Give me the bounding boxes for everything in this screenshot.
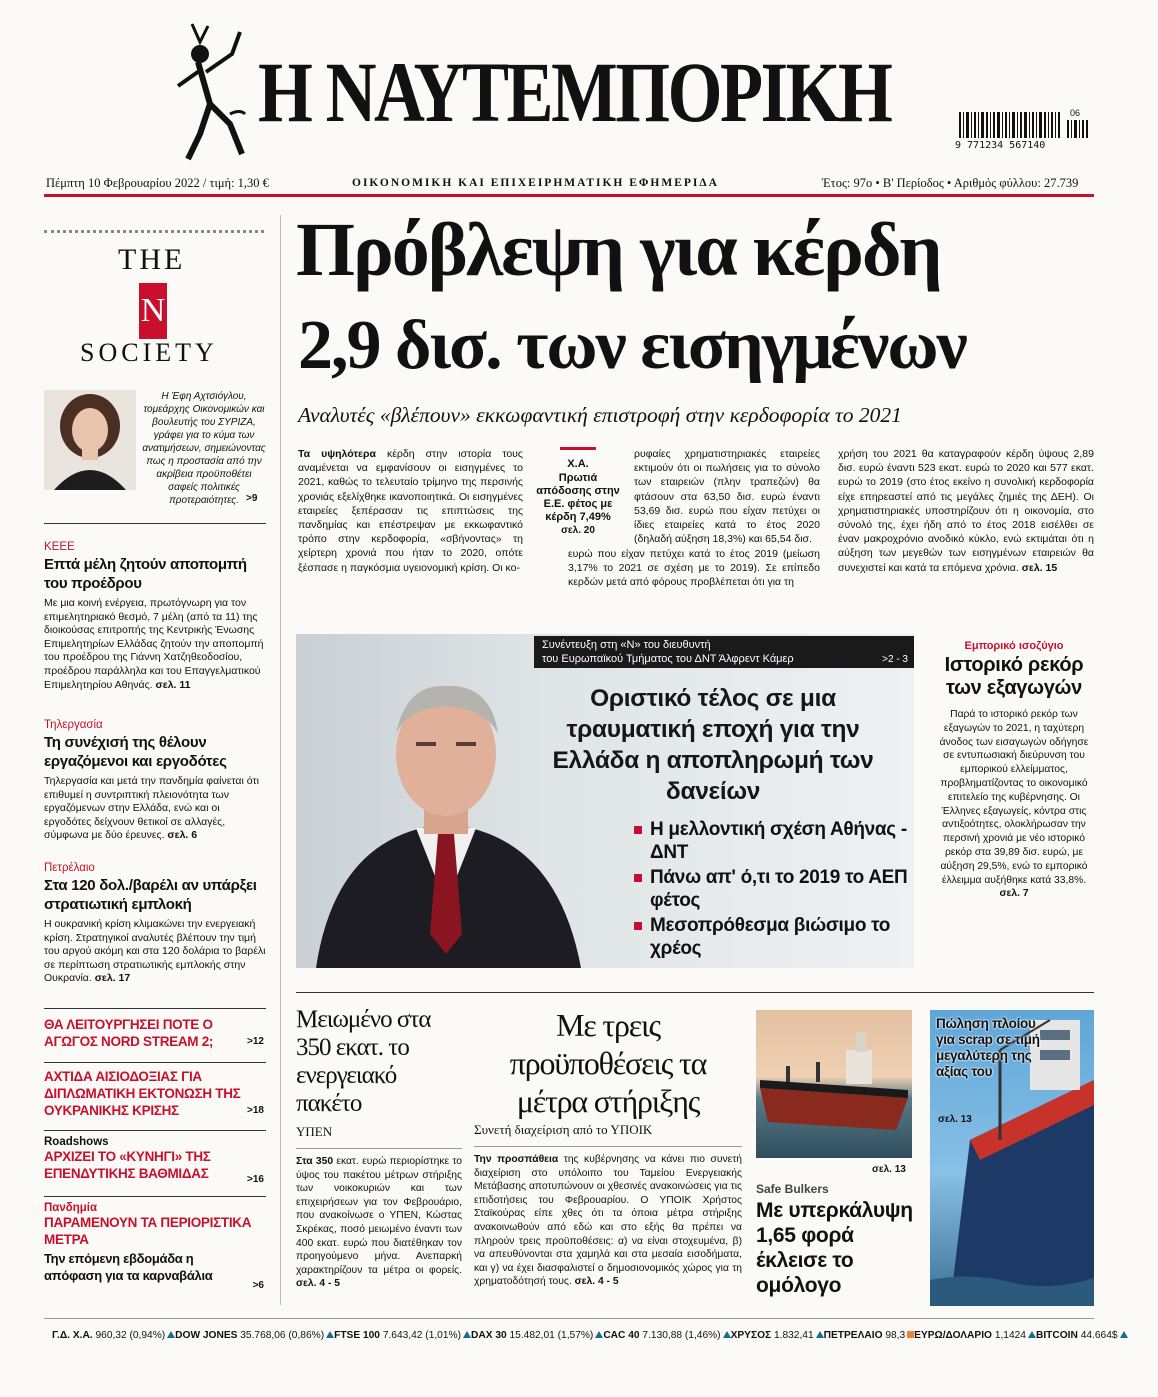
date-price: Πέμπτη 10 Φεβρουαρίου 2022 / τιμή: 1,30 € bbox=[46, 176, 269, 190]
sidebar-divider-3 bbox=[44, 1062, 266, 1063]
issue-info: Έτος: 97ο • Β' Περίοδος • Αριθμός φύλλου: 27.739 bbox=[822, 176, 1079, 190]
interview-bullets bbox=[632, 818, 912, 960]
inset-title: Χ.Α. bbox=[567, 458, 589, 470]
ticker-item: DOW JONES 35.768,06 (0,86%) bbox=[175, 1330, 334, 1341]
sidebar-divider-1 bbox=[44, 523, 266, 524]
sidebar-story-oil[interactable] bbox=[44, 862, 266, 986]
support-story[interactable] bbox=[474, 1006, 742, 1289]
ticker-item: Γ.Δ. Χ.Α. 960,32 (0,94%) bbox=[52, 1330, 175, 1341]
teaser-ukraine[interactable] bbox=[44, 1068, 266, 1119]
sidebar-divider-4 bbox=[44, 1130, 266, 1131]
lead-headline-line-2: 2,9 δισ. των εισηγμένων bbox=[298, 307, 966, 384]
teaser-page: >12 bbox=[247, 1036, 264, 1047]
masthead-rule bbox=[44, 194, 1094, 197]
ticker-item: ΧΡΥΣΟΣ 1.832,41 bbox=[731, 1330, 824, 1341]
lead-column-3b: ευρώ που είχαν πετύχει κατά το έτος 2019 (μείωση 3,17% το 2021 σε σχέση με το 2019). Σε επίπεδο κερδών μετά από φόρους προβλέπεται ότι για τη bbox=[568, 548, 820, 589]
exports-story[interactable] bbox=[934, 640, 1094, 901]
teaser-text: ΠΑΡΑΜΕΝΟΥΝ ΤΑ ΠΕΡΙΟΡΙΣΤΙΚΑ ΜΕΤΡΑ bbox=[44, 1215, 252, 1247]
lead-column-4: χρήση του 2021 θα καταγραφούν κέρδη ύψους 2,89 δισ. ευρώ έναντι 523 εκατ. ευρώ το 2020 και 577 εκατ. ευρώ το 2019 (στο έτος εκείνο η συνολική κερδοφορία είχε επηρεαστεί από τις μεγάλες ζημιές της ΔΕΗ). Οι χρηματιστηριακές υποστηρίζουν ότι η οικονομία, στο σύνολό της, έχει ήδη από το έτος 2018 εισέλθει σε έναν μακροχρόνιο ανοδικό κύκλο, ενώ εκτιμάται ότι η αύξηση των μεγεθών των εισηγμένων εταιρειών θα συνεχιστεί και κατά τα επόμενα χρόνια. σελ. 15 bbox=[838, 448, 1094, 574]
society-n: N bbox=[140, 292, 166, 329]
ship-photo-1[interactable] bbox=[756, 1010, 912, 1158]
efi-text: Η Έφη Αχτσιόγλου, τομεάρχης Οικονομικών και βουλευτής του ΣΥΡΙΖΑ, γράφει για το κύμα των ανατιμήσεων, σημειώνοντας πως η προστασία από την ακρίβεια προϋποθέτει σαφείς πολιτικές προτεραιότητες. bbox=[142, 391, 266, 506]
story-headline: Στα 120 δολ./βαρέλι αν υπάρξει στρατιωτική εμπλοκή bbox=[44, 877, 257, 913]
teaser-text: ΘΑ ΛΕΙΤΟΥΡΓΗΣΕΙ ΠΟΤΕ Ο ΑΓΩΓΟΣ NORD STREAM 2; bbox=[44, 1017, 214, 1049]
sidebar-story-keee[interactable] bbox=[44, 541, 266, 692]
bullet-1: Η μελλοντική σχέση Αθήνας - ΔΝΤ bbox=[632, 818, 912, 864]
kicker-line-1: Συνέντευξη στη «Ν» του διευθυντή bbox=[542, 639, 711, 651]
story-tag: Τηλεργασία bbox=[44, 719, 103, 731]
newspaper-title: Η ΝΑΥΤΕΜΠΟΡΙΚΗ bbox=[258, 44, 891, 140]
inset-page: σελ. 20 bbox=[561, 525, 595, 536]
ticker-rule bbox=[44, 1318, 1094, 1319]
lead-column-3a: ρυφαίες χρηματιστηριακές εταιρείες εκτιμούν ότι οι πωλήσεις για το σύνολο των εταιρειών (πλην τραπεζών) θα φτάσουν στα 63,50 δισ. ευρώ έναντι 53,69 δισ. ευρώ που είχαν πετύχει οι ίδιες εταιρείες κατά το έτος 2020 (δηλαδή αύξηση 18,3%) και 65,54 δισ. bbox=[634, 448, 820, 546]
sidebar-story-telework[interactable] bbox=[44, 719, 266, 843]
sidebar-divider-2 bbox=[44, 1008, 266, 1009]
ticker-item: BITCOIN 44.664$ bbox=[1036, 1330, 1128, 1341]
energy-story[interactable] bbox=[296, 1006, 462, 1291]
kicker-page: >2 - 3 bbox=[882, 654, 908, 665]
lead-column-1: Τα υψηλότερα κέρδη στην ιστορία τους αναμένεται να εμφανίσουν οι εισηγμένες το 2021, καθώς το τελευταίο τρίμηνο της περσινής χρονιάς εξελίχθηκε ικανοποιητικά. Οι εισηγμένες εταιρείες ξεπέρασαν τις επιπτώσεις της πανδημίας και επέστρεψαν με εκκωφαντικό τρόπο στην κερδοφορία, «σβήνοντας» τη χείρτερη χρονιά που ήταν το 2020, οπότε ξέσπασε η παγκόσμια υγειονομική κρίση. Οι κο- bbox=[298, 448, 523, 574]
ticker-item: DAX 30 15.482,01 (1,57%) bbox=[471, 1330, 603, 1341]
barcode-issue: 06 bbox=[1070, 108, 1081, 118]
teaser-tag: Πανδημία bbox=[44, 1202, 98, 1214]
column-rule bbox=[280, 215, 281, 1305]
ticker-item: FTSE 100 7.643,42 (1,01%) bbox=[334, 1330, 471, 1341]
society-the: THE bbox=[118, 243, 186, 276]
scrap-page: σελ. 13 bbox=[938, 1114, 972, 1125]
story-headline: Τη συνέχισή της θέλουν εργαζόμενοι και εργοδότες bbox=[44, 734, 227, 770]
exports-headline: Ιστορικό ρεκόρ των εξαγωγών bbox=[944, 654, 1084, 699]
bulkers-headline: Με υπερκάλυψη 1,65 φορά έκλεισε το ομόλογο bbox=[756, 1199, 913, 1297]
teaser-page: >18 bbox=[247, 1105, 264, 1116]
teaser-page: >6 bbox=[252, 1280, 264, 1291]
society-label: SOCIETY bbox=[80, 338, 218, 367]
ship-photo-2[interactable] bbox=[930, 1010, 1094, 1306]
bullet-3: Μεσοπρόθεσμα βιώσιμο το χρέος bbox=[632, 914, 912, 960]
bulkers-tag: Safe Bulkers bbox=[756, 1182, 829, 1196]
interview-headline: Οριστικό τέλος σε μια τραυματική εποχή για την Ελλάδα η αποπληρωμή των δανείων bbox=[552, 685, 874, 805]
ship-image bbox=[756, 1010, 912, 1158]
bullet-2: Πάνω απ' ό,τι το 2019 το ΑΕΠ φέτος bbox=[632, 866, 912, 912]
kicker-line-2: του Ευρωπαϊκού Τμήματος του ΔΝΤ Άλφρεντ Κάμερ bbox=[542, 653, 794, 665]
exports-body: Παρά το ιστορικό ρεκόρ των εξαγωγών το 2021, η ταχύτερη άνοδος των εισαγωγών οδήγησε σε εντυπωσιακή διεύρυνση του εμπορικού ελλείμματος, προβληματίζοντας το οικονομικό επιτελείο της κυβέρνησης. Οι Έλληνες εξαγωγείς, κόντρα στις αντιξοότητες, ολοκλήρωσαν την περσινή χρονιά με νέο ιστορικό ρεκόρ στα 39,89 δισ. ευρώ, με αύξηση 29,5%, ενώ το εμπορικό έλλειμμα αυξήθηκε κατά 33,8%. σελ. 7 bbox=[939, 709, 1089, 900]
teaser-pandemic[interactable] bbox=[44, 1202, 266, 1291]
energy-headline: Μειωμένο στα 350 εκατ. το ενεργειακό πακέτο bbox=[296, 1006, 431, 1117]
barcode-number: 9 771234 567140 bbox=[955, 140, 1046, 151]
exports-tag: Εμπορικό ισοζύγιο bbox=[964, 640, 1064, 652]
story-tag: ΚΕΕΕ bbox=[44, 541, 75, 553]
efi-photo bbox=[44, 390, 136, 490]
lead-subhead: Αναλυτές «βλέπουν» εκκωφαντική επιστροφή στην κερδοφορία το 2021 bbox=[298, 403, 902, 427]
story-body: Η ουκρανική κρίση κλιμακώνει την ενεργειακή κρίση. Στρατηγικοί αναλυτές βλέπουν την τιμή του αργού ακόμη και στα 120 δολάρια το βαρέλι σε περίπτωση στρατιωτικής εμπλοκής στην Ουκρανία. σελ. 17 bbox=[44, 918, 266, 985]
ship1-page: σελ. 13 bbox=[872, 1164, 906, 1175]
teaser-roadshows[interactable] bbox=[44, 1136, 266, 1185]
sidebar-divider-5 bbox=[44, 1196, 266, 1197]
market-ticker bbox=[52, 1330, 1118, 1341]
teaser-page: >16 bbox=[247, 1174, 264, 1185]
energy-tag: ΥΠΕΝ bbox=[296, 1124, 333, 1139]
support-subhead: Συνετή διαχείριση από το ΥΠΟΙΚ bbox=[474, 1122, 653, 1137]
support-body: Την προσπάθεια της κυβέρνησης να κάνει πιο συνετή διαχείριση στο υπόλοιπο του Ταμείου Ενεργειακής Μετάβασης αποτυπώνουν οι χθεσινές ανακοινώσεις για τις επιδοτήσεις του Φεβρουαρίου. Ο ΥΠΟΙΚ Χρήστος Σταϊκούρας είπε χθες ότι τα όποια μέτρα στήριξης ανακοινωθούν από εδώ και στο εξής θα πρέπει να πληρούν τρεις προϋποθέσεις: α) να είναι στοχευμένα, β) να απευθύνονται στα χαμηλά και στα μεσαία εισοδήματα, και γ) να έχει διασφαλιστεί ο δημοσιονομικός χώρος για τη χρηματοδότησή τους. σελ. 4 - 5 bbox=[474, 1154, 742, 1288]
teaser-tag: Roadshows bbox=[44, 1136, 109, 1148]
inset-text: Πρωτιά απόδοσης στην Ε.Ε. φέτος με κέρδη 7,49% bbox=[536, 472, 620, 523]
society-rule-top bbox=[44, 230, 264, 234]
teaser-subtext: Την επόμενη εβδομάδα η απόφαση για τα καρναβάλια bbox=[44, 1251, 213, 1283]
section-divider bbox=[296, 992, 1094, 993]
story-body: Τηλεργασία και μετά την πανδημία φαίνεται ότι επιθυμεί η συντριπτική πλειονότητα των εργαζόμενων στην Ελλάδα, ενώ και οι εργοδότες δείχνουν θετικοί σε αλλαγές, σύμφωνα με δύο έρευνες. σελ. 6 bbox=[44, 775, 259, 842]
story-body: Με μια κοινή ενέργεια, πρωτόγνωρη για τον επιμελητηριακό θεσμό, 7 μέλη (από τα 11) της διοικούσας επιτροπής της Κεντρικής Ένωσης Επιμελητηρίων Ελλάδας ζητούν την αποπομπή του προέδρου της Γιάννη Χατζηθεοδοσίου, προέδρου παράλληλα και του Επαγγελματικού Επιμελητηρίου Αθηνάς. σελ. 11 bbox=[44, 597, 264, 691]
teaser-nordstream[interactable] bbox=[44, 1016, 266, 1050]
energy-body: Στα 350 εκατ. ευρώ περιορίστηκε το ύψος του πακέτου μέτρων στήριξης των νοικοκυριών και των επιχειρήσεων για τον Φεβρουάριο, που ανακοίνωσε ο ΥΠΕΝ, Κώστας Σκρέκας, ποσό μειωμένο έναντι των 400 εκατ. ευρώ που διατέθηκαν τον προηγούμενο μήνα. Ανεπαρκή χαρακτηρίζουν τα μέτρα οι φορείς. σελ. 4 - 5 bbox=[296, 1156, 462, 1290]
support-headline: Με τρεις προϋποθέσεις τα μέτρα στήριξης bbox=[509, 1007, 707, 1119]
interview-kicker[interactable] bbox=[534, 636, 914, 668]
ticker-item: CAC 40 7.130,88 (1,46%) bbox=[603, 1330, 730, 1341]
lead-inset-box[interactable] bbox=[532, 447, 624, 536]
hermes-logo bbox=[170, 14, 250, 164]
efi-page: >9 bbox=[246, 493, 258, 504]
paper-subtitle: ΟΙΚΟΝΟΜΙΚΗ ΚΑΙ ΕΠΙΧΕΙΡΗΜΑΤΙΚΗ ΕΦΗΜΕΡΙΔΑ bbox=[352, 177, 719, 189]
teaser-text: ΑΧΤΙΔΑ ΑΙΣΙΟΔΟΞΙΑΣ ΓΙΑ ΔΙΠΛΩΜΑΤΙΚΗ ΕΚΤΟΝΩΣΗ ΤΗΣ ΟΥΚΡΑΝΙΚΗΣ ΚΡΙΣΗΣ bbox=[44, 1069, 241, 1118]
efi-teaser[interactable] bbox=[142, 390, 266, 507]
ticker-item: ΠΕΤΡΕΛΑΙΟ 98,3 bbox=[824, 1330, 915, 1341]
teaser-text: ΑΡΧΙΖΕΙ ΤΟ «ΚΥΝΗΓΙ» ΤΗΣ ΕΠΕΝΔΥΤΙΚΗΣ ΒΑΘΜΙΔΑΣ bbox=[44, 1149, 211, 1181]
safe-bulkers-story[interactable] bbox=[756, 1182, 916, 1298]
ticker-item: ΕΥΡΩ/ΔΟΛΑΡΙΟ 1,1424 bbox=[914, 1330, 1036, 1341]
lead-headline-line-1: Πρόβλεψη για κέρδη bbox=[296, 208, 941, 292]
scrap-headline: Πώληση πλοίου για scrap σε τιμή μεγαλύτερη της αξίας του bbox=[936, 1016, 1040, 1079]
story-tag: Πετρέλαιο bbox=[44, 862, 95, 874]
society-n-logo bbox=[139, 283, 167, 339]
story-headline: Επτά μέλη ζητούν αποπομπή του προέδρου bbox=[44, 556, 247, 592]
